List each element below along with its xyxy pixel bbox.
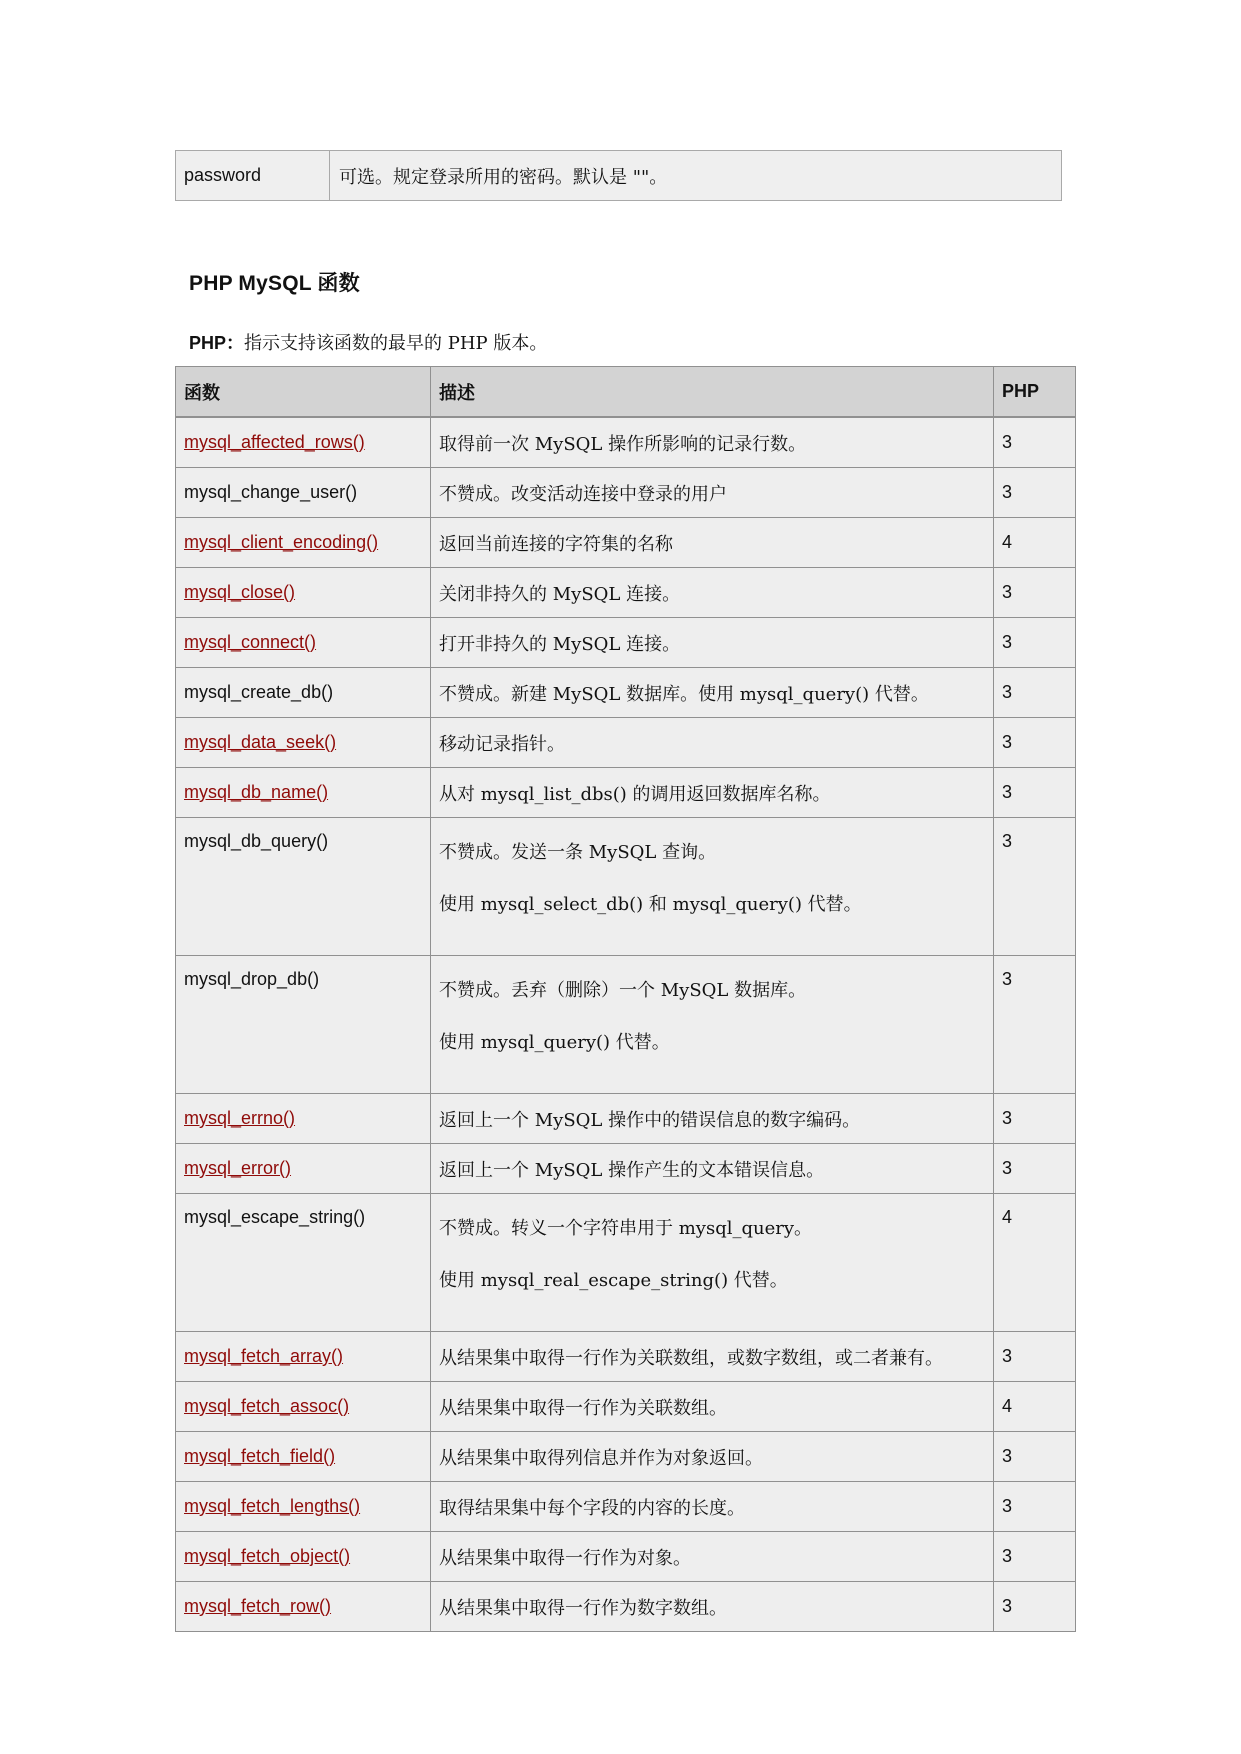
php-version-cell: 3: [994, 1432, 1076, 1482]
php-version-cell: 4: [994, 518, 1076, 568]
description-cell: [431, 468, 994, 518]
table-row: [176, 468, 1076, 518]
function-cell: [176, 1382, 431, 1432]
description-text: 从结果集中取得列信息并作为对象返回。: [439, 1447, 763, 1469]
php-version-cell: 3: [994, 1094, 1076, 1144]
table-row: [176, 956, 1076, 1094]
function-cell: [176, 956, 431, 1094]
function-link[interactable]: mysql_fetch_assoc(): [184, 1396, 350, 1416]
php-note-label: PHP：: [189, 333, 245, 353]
parameter-table: [175, 150, 1062, 201]
php-version-cell: 3: [994, 1332, 1076, 1382]
description-cell: [431, 1432, 994, 1482]
column-header-php: PHP: [994, 367, 1076, 418]
function-name: mysql_change_user(): [184, 482, 358, 502]
function-name: mysql_create_db(): [184, 682, 334, 702]
function-link[interactable]: mysql_data_seek(): [184, 732, 337, 752]
description-cell: [431, 1532, 994, 1582]
description-text: 从对 mysql_list_dbs() 的调用返回数据库名称。: [439, 783, 831, 805]
php-version-cell: 3: [994, 568, 1076, 618]
php-version-cell: 3: [994, 468, 1076, 518]
function-cell: [176, 468, 431, 518]
table-row: [176, 1382, 1076, 1432]
function-cell: [176, 668, 431, 718]
table-row: [176, 818, 1076, 956]
description-cell: [431, 956, 994, 1094]
php-version-cell: 3: [994, 718, 1076, 768]
description-line: 不赞成。丢弃（删除）一个 MySQL 数据库。: [439, 980, 807, 1001]
description-text: 从结果集中取得一行作为关联数组，或数字数组，或二者兼有。: [439, 1347, 943, 1369]
description-cell: [431, 718, 994, 768]
function-link[interactable]: mysql_fetch_array(): [184, 1346, 344, 1366]
php-version-cell: 3: [994, 1482, 1076, 1532]
function-link[interactable]: mysql_close(): [184, 582, 296, 602]
table-header-row: [176, 367, 1076, 418]
description-cell: [431, 1582, 994, 1632]
description-text: 取得结果集中每个字段的内容的长度。: [439, 1497, 745, 1519]
column-header-description: 描述: [431, 367, 994, 418]
php-version-cell: 4: [994, 1382, 1076, 1432]
description-text: 返回上一个 MySQL 操作中的错误信息的数字编码。: [439, 1109, 861, 1131]
column-header-function: 函数: [176, 367, 431, 418]
function-name: mysql_drop_db(): [184, 969, 320, 989]
table-row: [176, 618, 1076, 668]
description-line: 使用 mysql_real_escape_string() 代替。: [439, 1270, 788, 1291]
php-version-cell: 3: [994, 618, 1076, 668]
description-cell: [431, 1094, 994, 1144]
table-row: [176, 1432, 1076, 1482]
php-version-cell: 3: [994, 956, 1076, 1094]
function-cell: [176, 1432, 431, 1482]
table-row: [176, 1482, 1076, 1532]
table-row: [176, 1582, 1076, 1632]
parameter-row: [176, 151, 1062, 201]
function-link[interactable]: mysql_error(): [184, 1158, 292, 1178]
table-row: [176, 1094, 1076, 1144]
parameter-name: password: [176, 151, 330, 201]
description-line: 不赞成。发送一条 MySQL 查询。: [439, 842, 717, 863]
table-row: [176, 1332, 1076, 1382]
table-row: [176, 668, 1076, 718]
table-row: [176, 718, 1076, 768]
function-link[interactable]: mysql_fetch_object(): [184, 1546, 351, 1566]
description-cell: [431, 1194, 994, 1332]
php-version-cell: 3: [994, 768, 1076, 818]
description-line: 使用 mysql_select_db() 和 mysql_query() 代替。: [439, 894, 862, 915]
description-text: 返回当前连接的字符集的名称: [439, 533, 673, 555]
description-line: 使用 mysql_query() 代替。: [439, 1032, 670, 1053]
description-cell: [431, 1332, 994, 1382]
php-version-cell: 3: [994, 818, 1076, 956]
function-cell: [176, 1144, 431, 1194]
function-link[interactable]: mysql_db_name(): [184, 782, 329, 802]
description-line: 不赞成。转义一个字符串用于 mysql_query。: [439, 1218, 813, 1239]
function-cell: [176, 568, 431, 618]
description-cell: [431, 518, 994, 568]
table-row: [176, 1532, 1076, 1582]
function-cell: [176, 1194, 431, 1332]
description-cell: [431, 1382, 994, 1432]
parameter-description: 可选。规定登录所用的密码。默认是 ""。: [330, 151, 1062, 201]
function-cell: [176, 417, 431, 468]
description-text: 从结果集中取得一行作为关联数组。: [439, 1397, 727, 1419]
php-version-note: [189, 329, 547, 355]
description-text: 不赞成。改变活动连接中登录的用户: [439, 483, 727, 505]
table-row: [176, 568, 1076, 618]
function-name: mysql_escape_string(): [184, 1207, 366, 1227]
function-link[interactable]: mysql_fetch_lengths(): [184, 1496, 361, 1516]
php-version-cell: 3: [994, 1582, 1076, 1632]
section-title: PHP MySQL 函数: [189, 272, 360, 295]
description-cell: [431, 568, 994, 618]
function-cell: [176, 1582, 431, 1632]
description-text: 打开非持久的 MySQL 连接。: [439, 633, 681, 655]
description-text: 从结果集中取得一行作为数字数组。: [439, 1597, 727, 1619]
description-cell: [431, 618, 994, 668]
description-text: 取得前一次 MySQL 操作所影响的记录行数。: [439, 433, 807, 455]
description-text: 从结果集中取得一行作为对象。: [439, 1547, 691, 1569]
function-link[interactable]: mysql_client_encoding(): [184, 532, 379, 552]
description-cell: [431, 1482, 994, 1532]
function-cell: [176, 1482, 431, 1532]
description-text: 不赞成。新建 MySQL 数据库。使用 mysql_query() 代替。: [439, 683, 929, 705]
description-text: 返回上一个 MySQL 操作产生的文本错误信息。: [439, 1159, 825, 1181]
function-cell: [176, 618, 431, 668]
function-table: [175, 366, 1076, 1632]
description-text: 关闭非持久的 MySQL 连接。: [439, 583, 681, 605]
table-row: [176, 1144, 1076, 1194]
php-version-cell: 3: [994, 417, 1076, 468]
function-name: mysql_db_query(): [184, 831, 329, 851]
table-row: [176, 518, 1076, 568]
php-version-cell: 3: [994, 1532, 1076, 1582]
function-cell: [176, 518, 431, 568]
description-cell: [431, 668, 994, 718]
table-row: [176, 768, 1076, 818]
function-link[interactable]: mysql_errno(): [184, 1108, 296, 1128]
table-row: [176, 417, 1076, 468]
php-version-cell: 3: [994, 668, 1076, 718]
function-cell: [176, 1332, 431, 1382]
function-link[interactable]: mysql_fetch_row(): [184, 1596, 332, 1616]
function-link[interactable]: mysql_connect(): [184, 632, 317, 652]
function-cell: [176, 718, 431, 768]
table-row: [176, 1194, 1076, 1332]
function-cell: [176, 768, 431, 818]
function-cell: [176, 1094, 431, 1144]
function-cell: [176, 818, 431, 956]
description-cell: [431, 1144, 994, 1194]
description-cell: [431, 818, 994, 956]
php-version-cell: 3: [994, 1144, 1076, 1194]
description-cell: [431, 768, 994, 818]
php-version-cell: 4: [994, 1194, 1076, 1332]
function-cell: [176, 1532, 431, 1582]
function-link[interactable]: mysql_affected_rows(): [184, 432, 365, 452]
php-note-text: 指示支持该函数的最早的 PHP 版本。: [244, 333, 548, 354]
description-cell: [431, 417, 994, 468]
function-link[interactable]: mysql_fetch_field(): [184, 1446, 336, 1466]
description-text: 移动记录指针。: [439, 733, 565, 755]
